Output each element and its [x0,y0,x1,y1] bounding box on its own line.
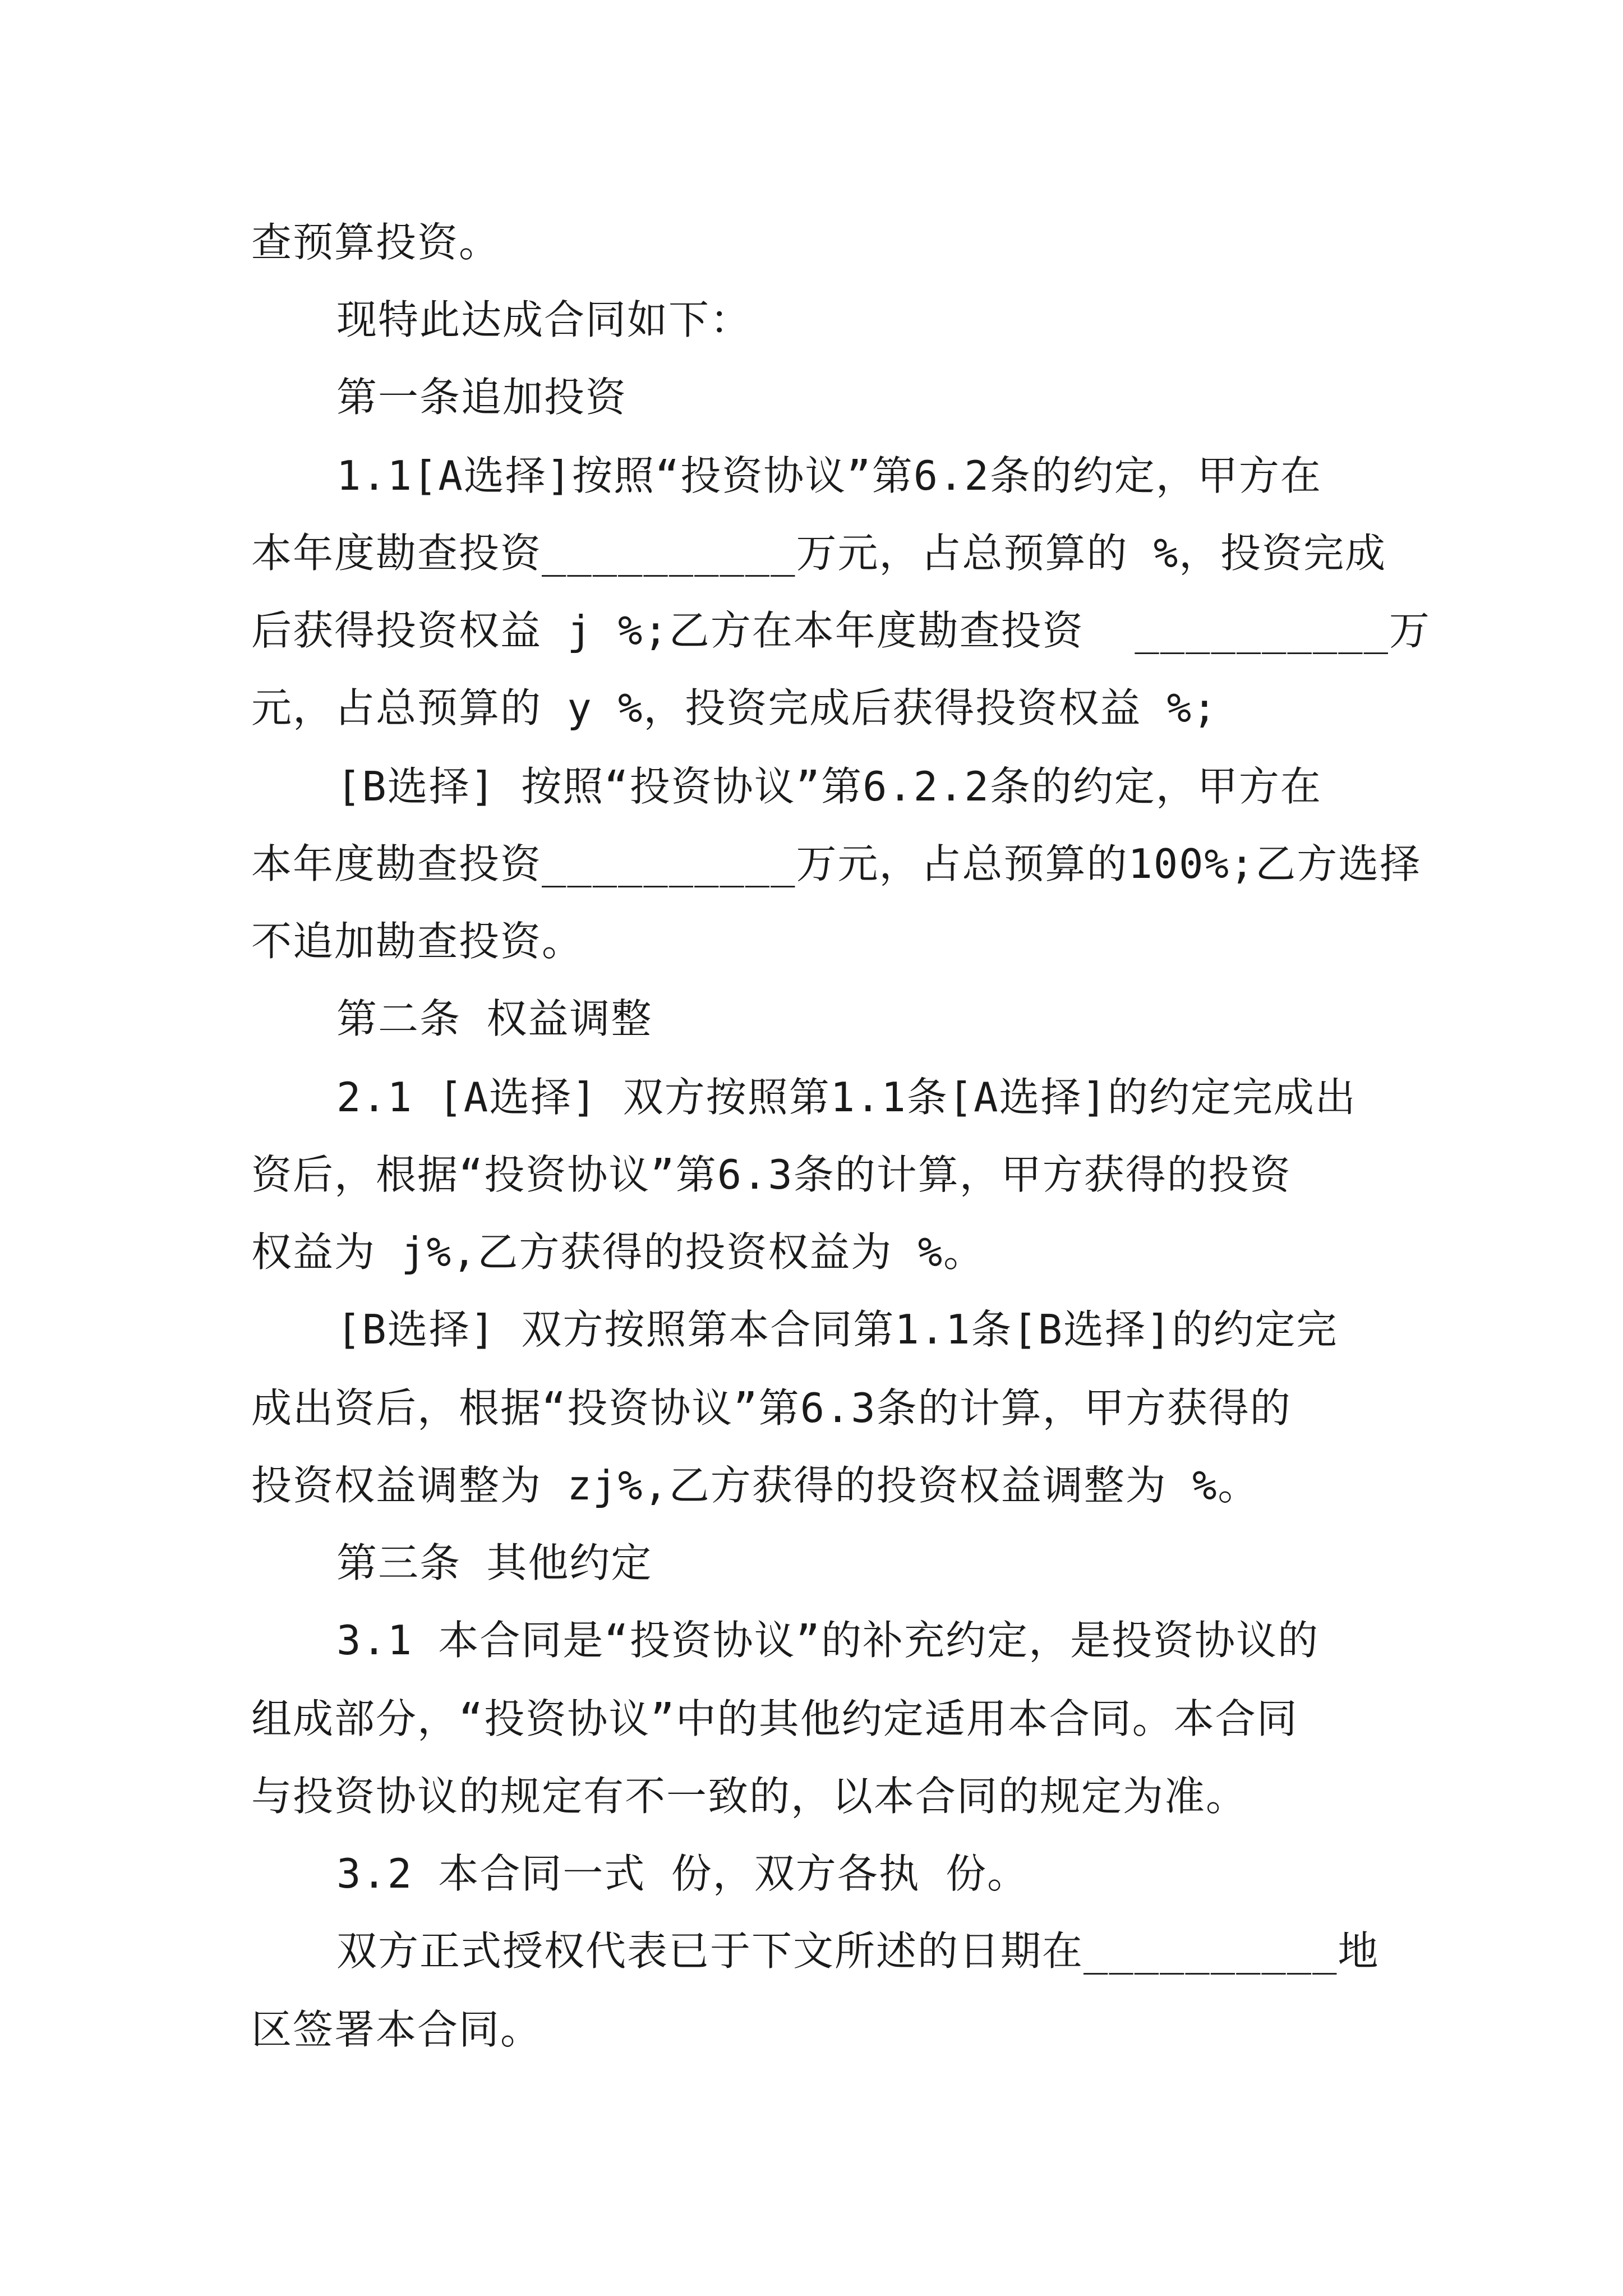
section-heading: 第一条追加投资 [336,374,628,421]
text-line: 本年度勘查投资__________万元，占总预算的100%;乙方选择 [251,840,1422,887]
text-line: 与投资协议的规定有不一致的，以本合同的规定为准。 [251,1773,1248,1820]
text-line: 权益为 j%,乙方获得的投资权益为 %。 [251,1228,985,1276]
text-line: 现特此达成合同如下： [336,296,752,343]
text-line: 成出资后，根据“投资协议”第6.3条的计算，甲方获得的 [251,1384,1292,1432]
text-line: 投资权益调整为 zj%,乙方获得的投资权益调整为 %。 [251,1462,1260,1509]
text-line: [B选择] 按照“投资协议”第6.2.2条的约定，甲方在 [336,763,1322,810]
text-line: 区签署本合同。 [251,2006,542,2053]
text-line: 元，占总预算的 y %，投资完成后获得投资权益 %; [251,684,1218,731]
text-line: 组成部分，“投资协议”中的其他约定适用本合同。本合同 [251,1695,1298,1742]
section-heading: 第三条 其他约定 [336,1539,653,1586]
text-line: 3.1 本合同是“投资协议”的补充约定，是投资协议的 [336,1617,1320,1664]
text-line: 3.2 本合同一式 份，双方各执 份。 [336,1850,1029,1897]
text-line: 1.1[A选择]按照“投资协议”第6.2条的约定，甲方在 [336,452,1322,499]
text-line: 本年度勘查投资__________万元，占总预算的 %，投资完成 [251,530,1387,577]
text-line: 查预算投资。 [251,219,501,266]
text-line: 2.1 [A选择] 双方按照第1.1条[A选择]的约定完成出 [336,1074,1357,1121]
text-line: [B选择] 双方按照第本合同第1.1条[B选择]的约定完 [336,1306,1338,1353]
section-heading: 第二条 权益调整 [336,995,653,1042]
text-line: 资后，根据“投资协议”第6.3条的计算，甲方获得的投资 [251,1151,1292,1198]
text-line: 不追加勘查投资。 [251,918,584,965]
text-line: 双方正式授权代表已于下文所述的日期在__________地 [336,1927,1380,1975]
text-line: 后获得投资权益 j %;乙方在本年度勘查投资 __________万 [251,607,1431,654]
